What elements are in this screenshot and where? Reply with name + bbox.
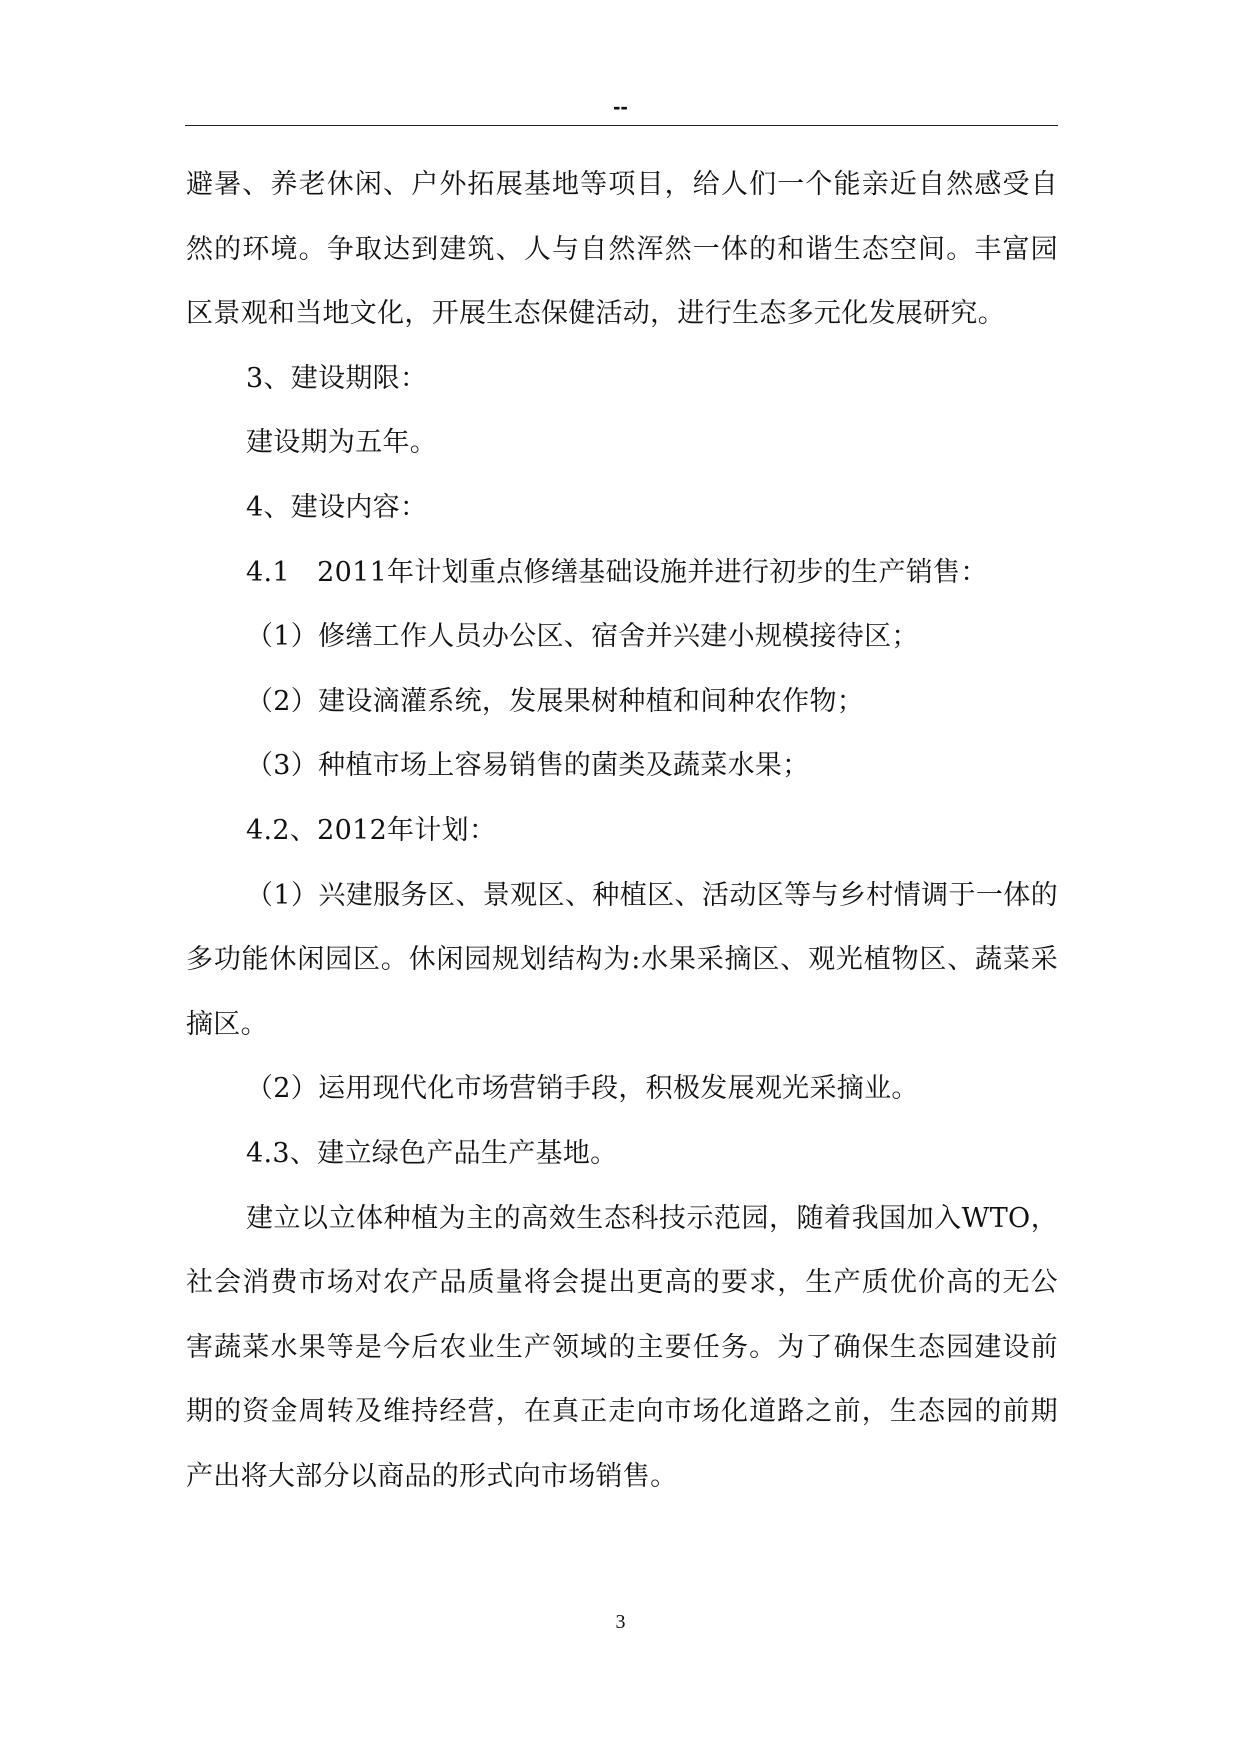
subsection-heading-2012-plan: 4.2、2012年计划：: [246, 814, 497, 846]
list-item-2012-2: （2）运用现代化市场营销手段，积极发展观光采摘业。: [246, 1073, 919, 1105]
section-heading-construction-content: 4、建设内容：: [246, 491, 428, 523]
list-item-2011-3: （3）种植市场上容易销售的菌类及蔬菜水果；: [246, 750, 810, 782]
section-heading-construction-period: 3、建设期限：: [246, 362, 428, 394]
paragraph-construction-period: 建设期为五年。: [246, 427, 438, 459]
list-item-2011-2: （2）建设滴灌系统，发展果树种植和间种农作物；: [246, 685, 865, 717]
header-divider: [185, 125, 1058, 126]
list-item-2012-1: （1）兴建服务区、景观区、种植区、活动区等与乡村情调于一体的多功能休闲园区。休闲园规划结构为:水果采摘区、观光植物区、蔬菜采摘区。: [186, 879, 1058, 1040]
document-body: [186, 153, 1058, 1509]
list-item-2011-1: （1）修缮工作人员办公区、宿舍并兴建小规模接待区；: [246, 621, 919, 653]
subsection-heading-2011-plan: 4.1 2011年计划重点修缮基础设施并进行初步的生产销售：: [246, 556, 988, 588]
subsection-heading-green-base: 4.3、建立绿色产品生产基地。: [246, 1137, 618, 1169]
paragraph-green-base: 建立以立体种植为主的高效生态科技示范园，随着我国加入WTO，社会消费市场对农产品质量将会提出更高的要求，生产质优价高的无公害蔬菜水果等是今后农业生产领域的主要任务。为了确保生态园建设前期的资金周转及维持经营，在真正走向市场化道路之前，生态园的前期产出将大部分以商品的形式向市场销售。: [186, 1202, 1058, 1492]
paragraph-continued-intro: 避暑、养老休闲、户外拓展基地等项目，给人们一个能亲近自然感受自然的环境。争取达到建筑、人与自然浑然一体的和谐生态空间。丰富园区景观和当地文化，开展生态保健活动，进行生态多元化发展研究。: [186, 169, 1058, 330]
header-mark: --: [613, 94, 628, 119]
page-number: 3: [615, 1611, 626, 1633]
